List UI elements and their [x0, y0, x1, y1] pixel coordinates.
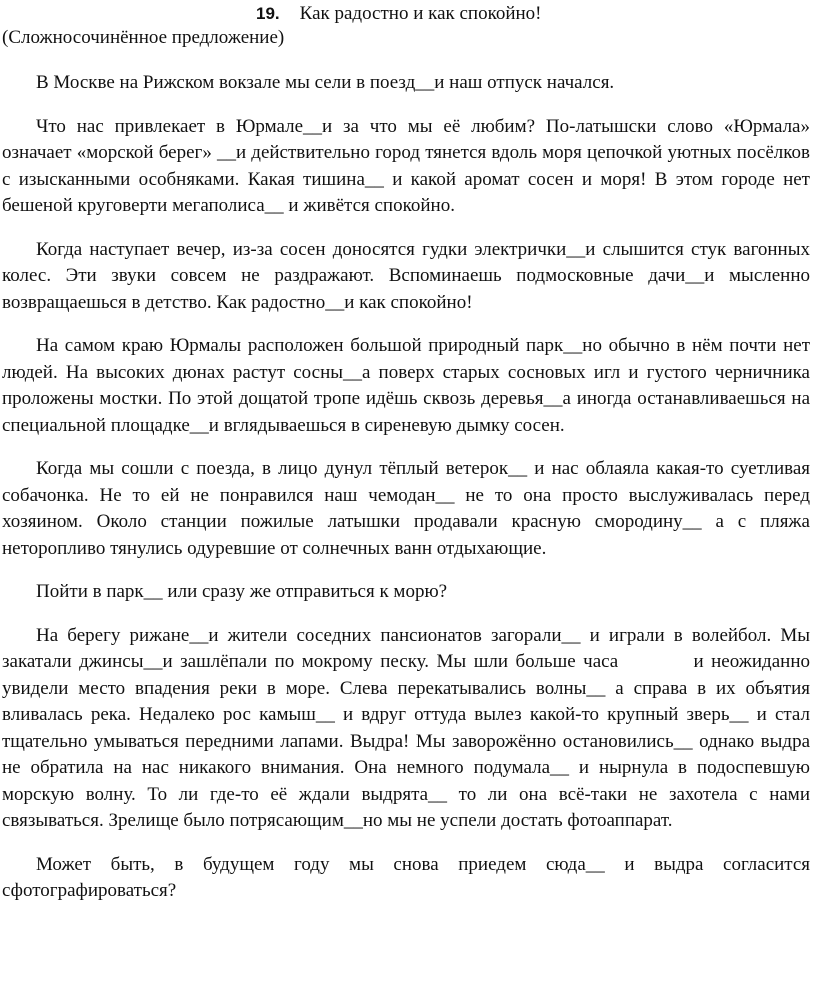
paragraph-8: Может быть, в будущем году мы снова приедем сюда__ и выдра согласится сфотографироваться? [2, 853, 810, 901]
paragraph-7: На берегу рижане__и жители соседних пансионатов загорали__ и играли в волейбол. Мы закатали джинсы__и зашлёпали по мокрому песку. Мы шли больше часа и неожиданно увидели место впадения реки в море. Слева перекатывались волны__ а справа в их объятия вливалась река. Недалеко рос камыш__ и вдруг оттуда вылез какой-то крупный зверь__ и стал тщательно умываться передними лапами. Выдра! Мы заворожённо остановились__ однако выдра не обратила на нас никакого внимания. Она немного подумала__ и нырнула в подоспевшую морскую волну. То ли где-то её ждали выдрята__ то ли она всё-таки не захотела с нами связываться. Зрелище было потрясающим__но мы не успели достать фотоаппарат. [2, 624, 815, 831]
exercise-number: 19. [256, 4, 280, 23]
paragraph-3: Когда наступает вечер, из-за сосен доносятся гудки электрички__и слышится стук вагонных колес. Эти звуки совсем не раздражают. Вспоминаешь подмосковные дачи__и мысленно возвращаешься в детство. Как радостно__и как спокойно! [2, 238, 810, 313]
paragraph-5: Когда мы сошли с поезда, в лицо дунул тёплый ветерок__ и нас облаяла какая-то суетливая собачонка. Не то ей не понравился наш чемодан__ не то она просто выслуживалась перед хозяином. Около станции пожилые латышки продавали красную смородину__ а с пляжа неторопливо тянулись одуревшие от солнечных ванн отдыхающие. [2, 458, 810, 559]
paragraph-1: В Москве на Рижском вокзале мы сели в поезд__и наш отпуск начался. [36, 72, 615, 93]
paragraph-4: На самом краю Юрмалы расположен большой природный парк__но обычно в нём почти нет людей. На высоких дюнах растут сосны__а поверх старых сосновых игл и густого черничника проложены мостки. По этой дощатой тропе идёшь сквозь деревья__а иногда останавливаешься на специальной площадке__и вглядываешься в сиреневую дымку сосен. [2, 335, 810, 436]
exercise-subtitle: (Сложносочинённое предложение) [2, 27, 285, 48]
exercise-heading [256, 2, 542, 26]
paragraph-2: Что нас привлекает в Юрмале__и за что мы её любим? По-латышски слово «Юрмала» означает «морской берег» __и действительно город тянется вдоль моря цепочкой уютных посёлков с изысканными особняками. Какая тишина__ и какой аромат сосен и моря! В этом городе нет бешеной круговерти мегаполиса__ и живётся спокойно. [2, 115, 810, 216]
paragraph-6: Пойти в парк__ или сразу же отправиться к морю? [36, 581, 448, 602]
exercise-text [2, 70, 815, 922]
exercise-title: Как радостно и как спокойно! [299, 3, 542, 24]
